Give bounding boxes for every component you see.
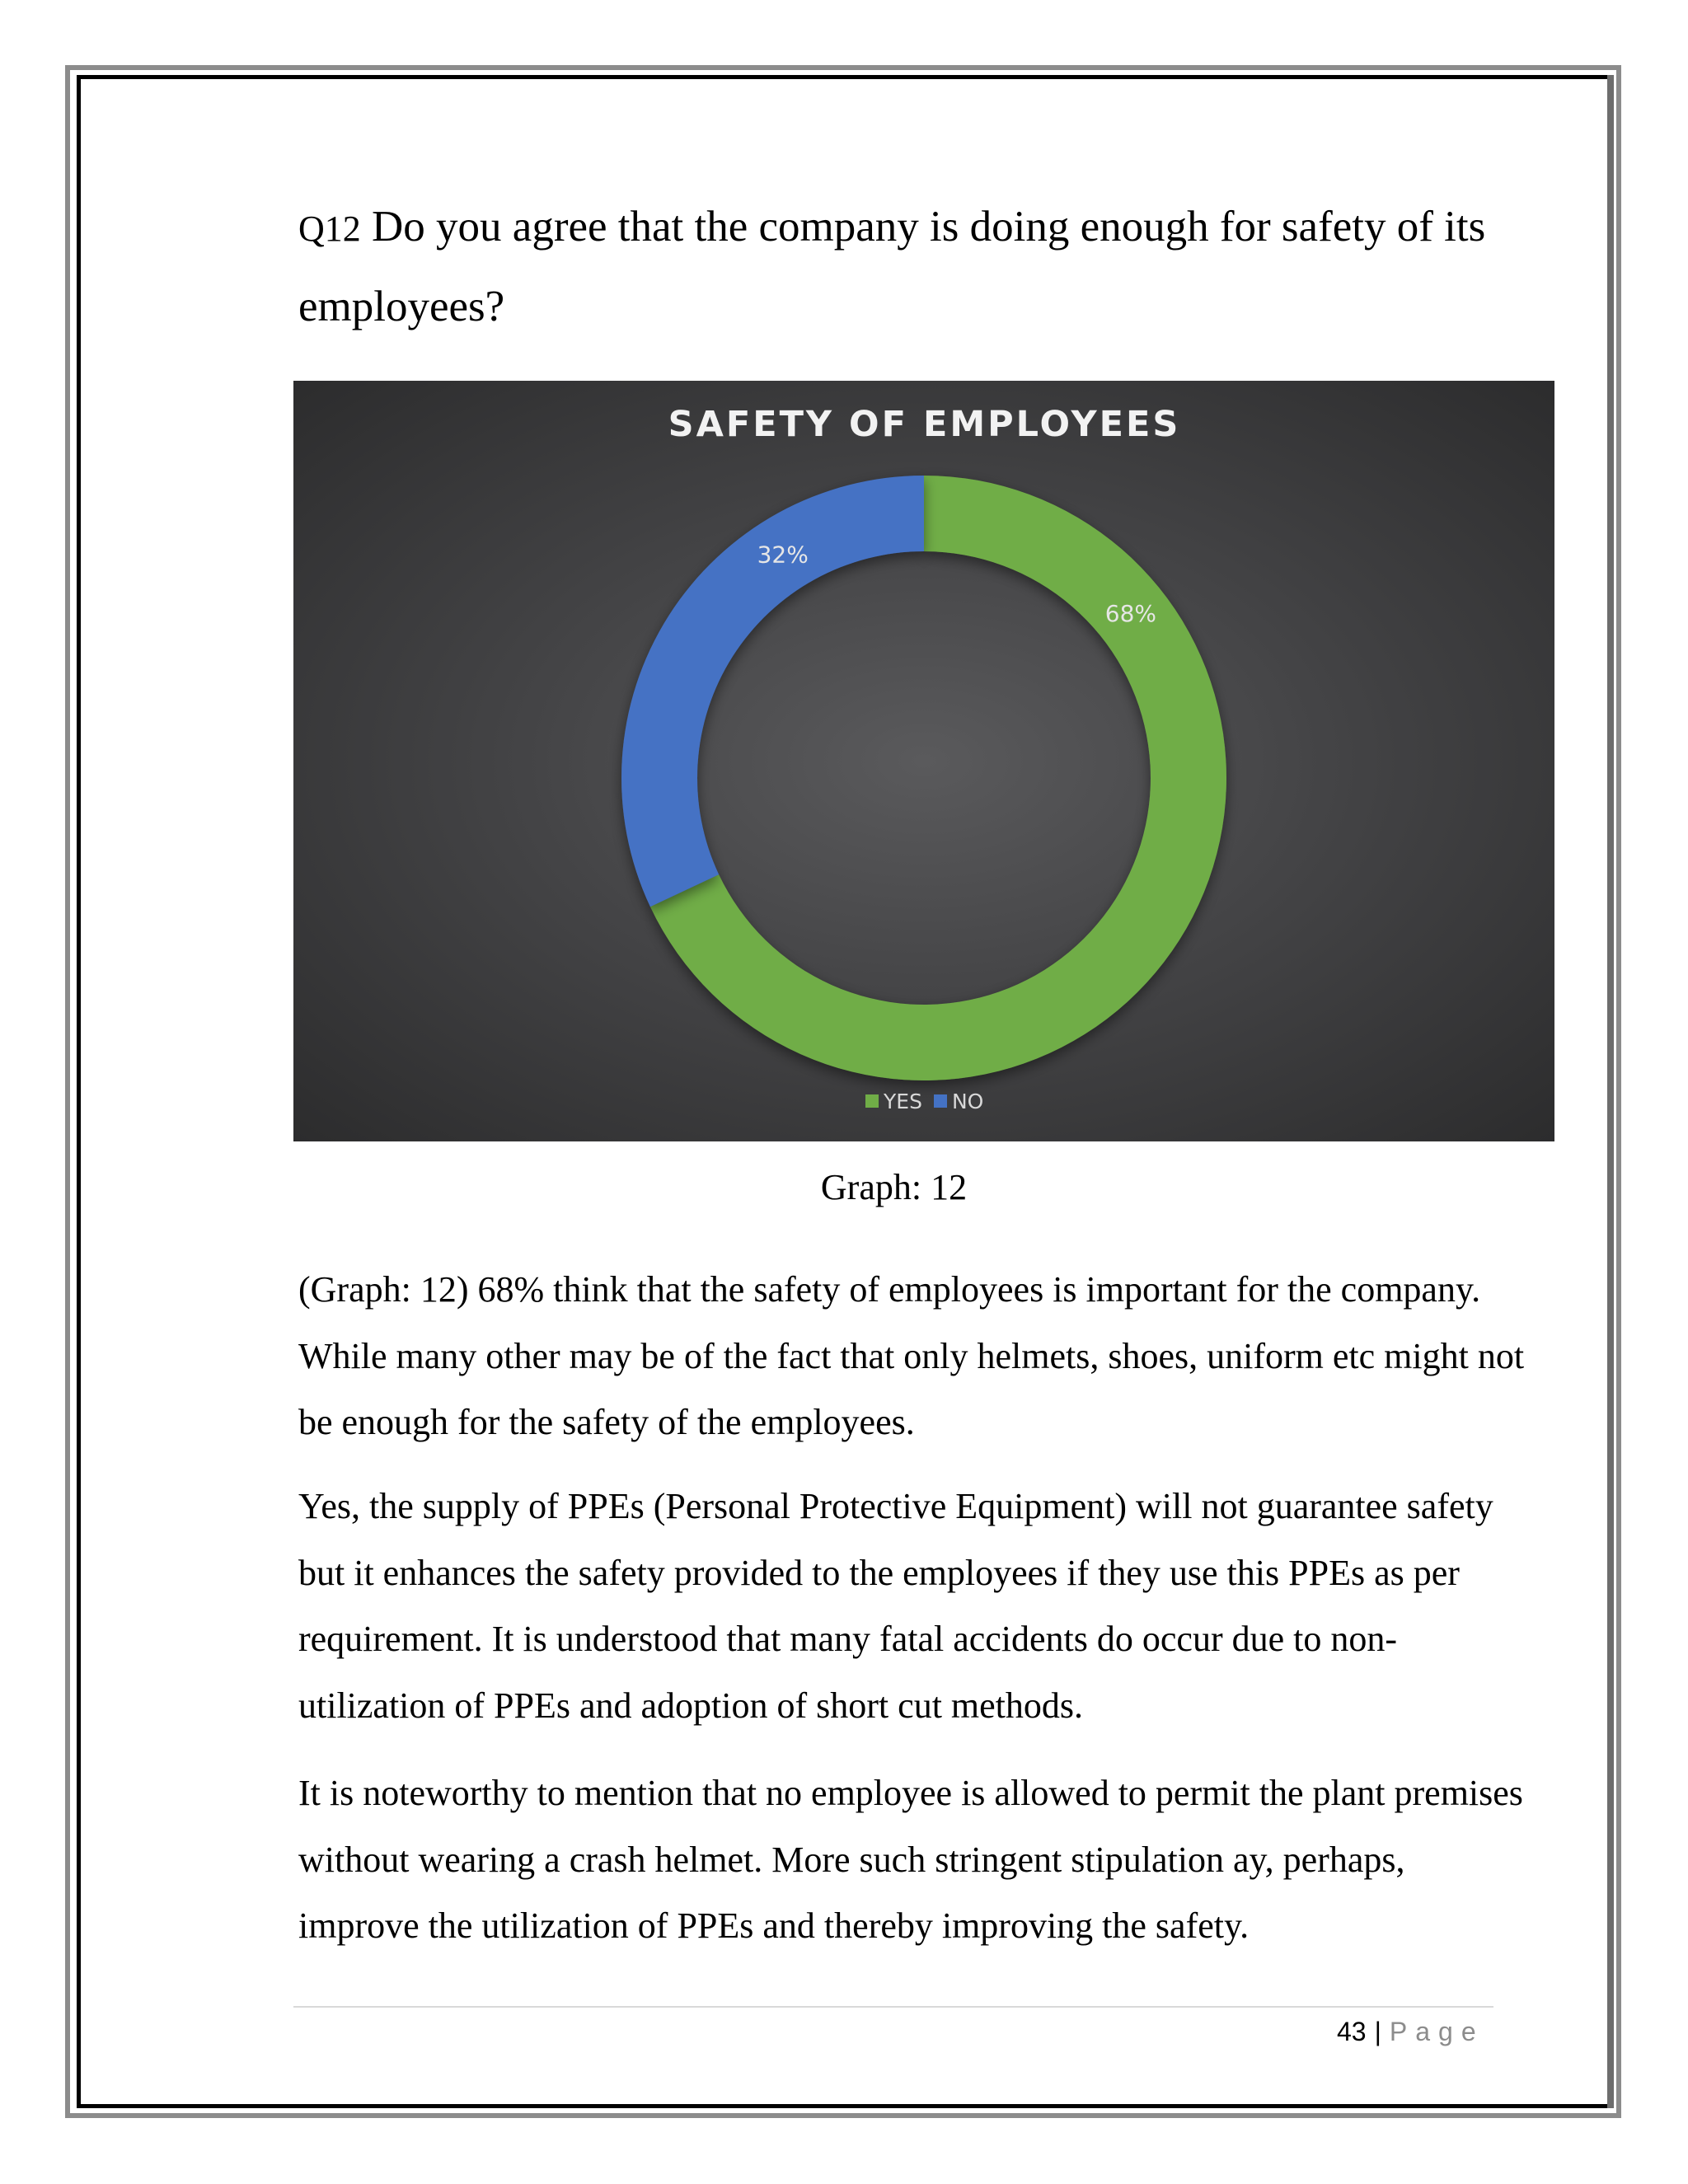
donut-chart-svg: [293, 381, 1554, 1141]
legend-swatch-yes: [865, 1094, 879, 1108]
donut-chart: [293, 381, 1554, 1141]
legend-label-yes: YES: [884, 1089, 922, 1113]
paragraph-3: It is noteworthy to mention that no employee is allowed to permit the plant premises without wearing a crash helmet. More such stringent stipulation ay, perhaps, improve the utilization of PPEs and thereby improving the safety.: [298, 1773, 1523, 1946]
question-text: Do you agree that the company is doing enough for safety of its employees?: [298, 203, 1486, 330]
page-number: [1337, 2011, 1485, 2052]
legend-item-no: [934, 1090, 983, 1113]
donut-slice-no: [621, 476, 924, 907]
paragraph-1: (Graph: 12) 68% think that the safety of employees is important for the company. While many other may be of the fact that only helmets, shoes, uniform etc might not be enough for the safety of the employees.: [298, 1269, 1525, 1442]
legend-label-no: NO: [951, 1089, 984, 1113]
legend-swatch-no: [934, 1094, 947, 1108]
donut-label-yes: 68%: [1104, 599, 1157, 627]
legend-item-yes: [865, 1090, 922, 1113]
question-heading: [298, 188, 1535, 345]
page-number-value: 43: [1337, 2016, 1367, 2046]
paragraph-2: Yes, the supply of PPEs (Personal Protective Equipment) will not guarantee safety but it enhances the safety provided to the employees if they use this PPEs as per requirement. It is understood that many fatal accidents do occur due to non-utilization of PPEs and adoption of short cut methods.: [298, 1486, 1493, 1726]
page-number-separator: |: [1374, 2016, 1381, 2046]
chart-title: SAFETY OF EMPLOYEES: [668, 404, 1181, 445]
graph-caption: Graph: 12: [820, 1167, 968, 1207]
question-number: Q12: [298, 209, 361, 249]
donut-label-no: 32%: [757, 541, 809, 569]
chart-legend: [865, 1088, 983, 1114]
page-number-word: Page: [1389, 2016, 1484, 2046]
page-border-shadow: [1607, 75, 1614, 2108]
footer-divider: [293, 2006, 1493, 2008]
